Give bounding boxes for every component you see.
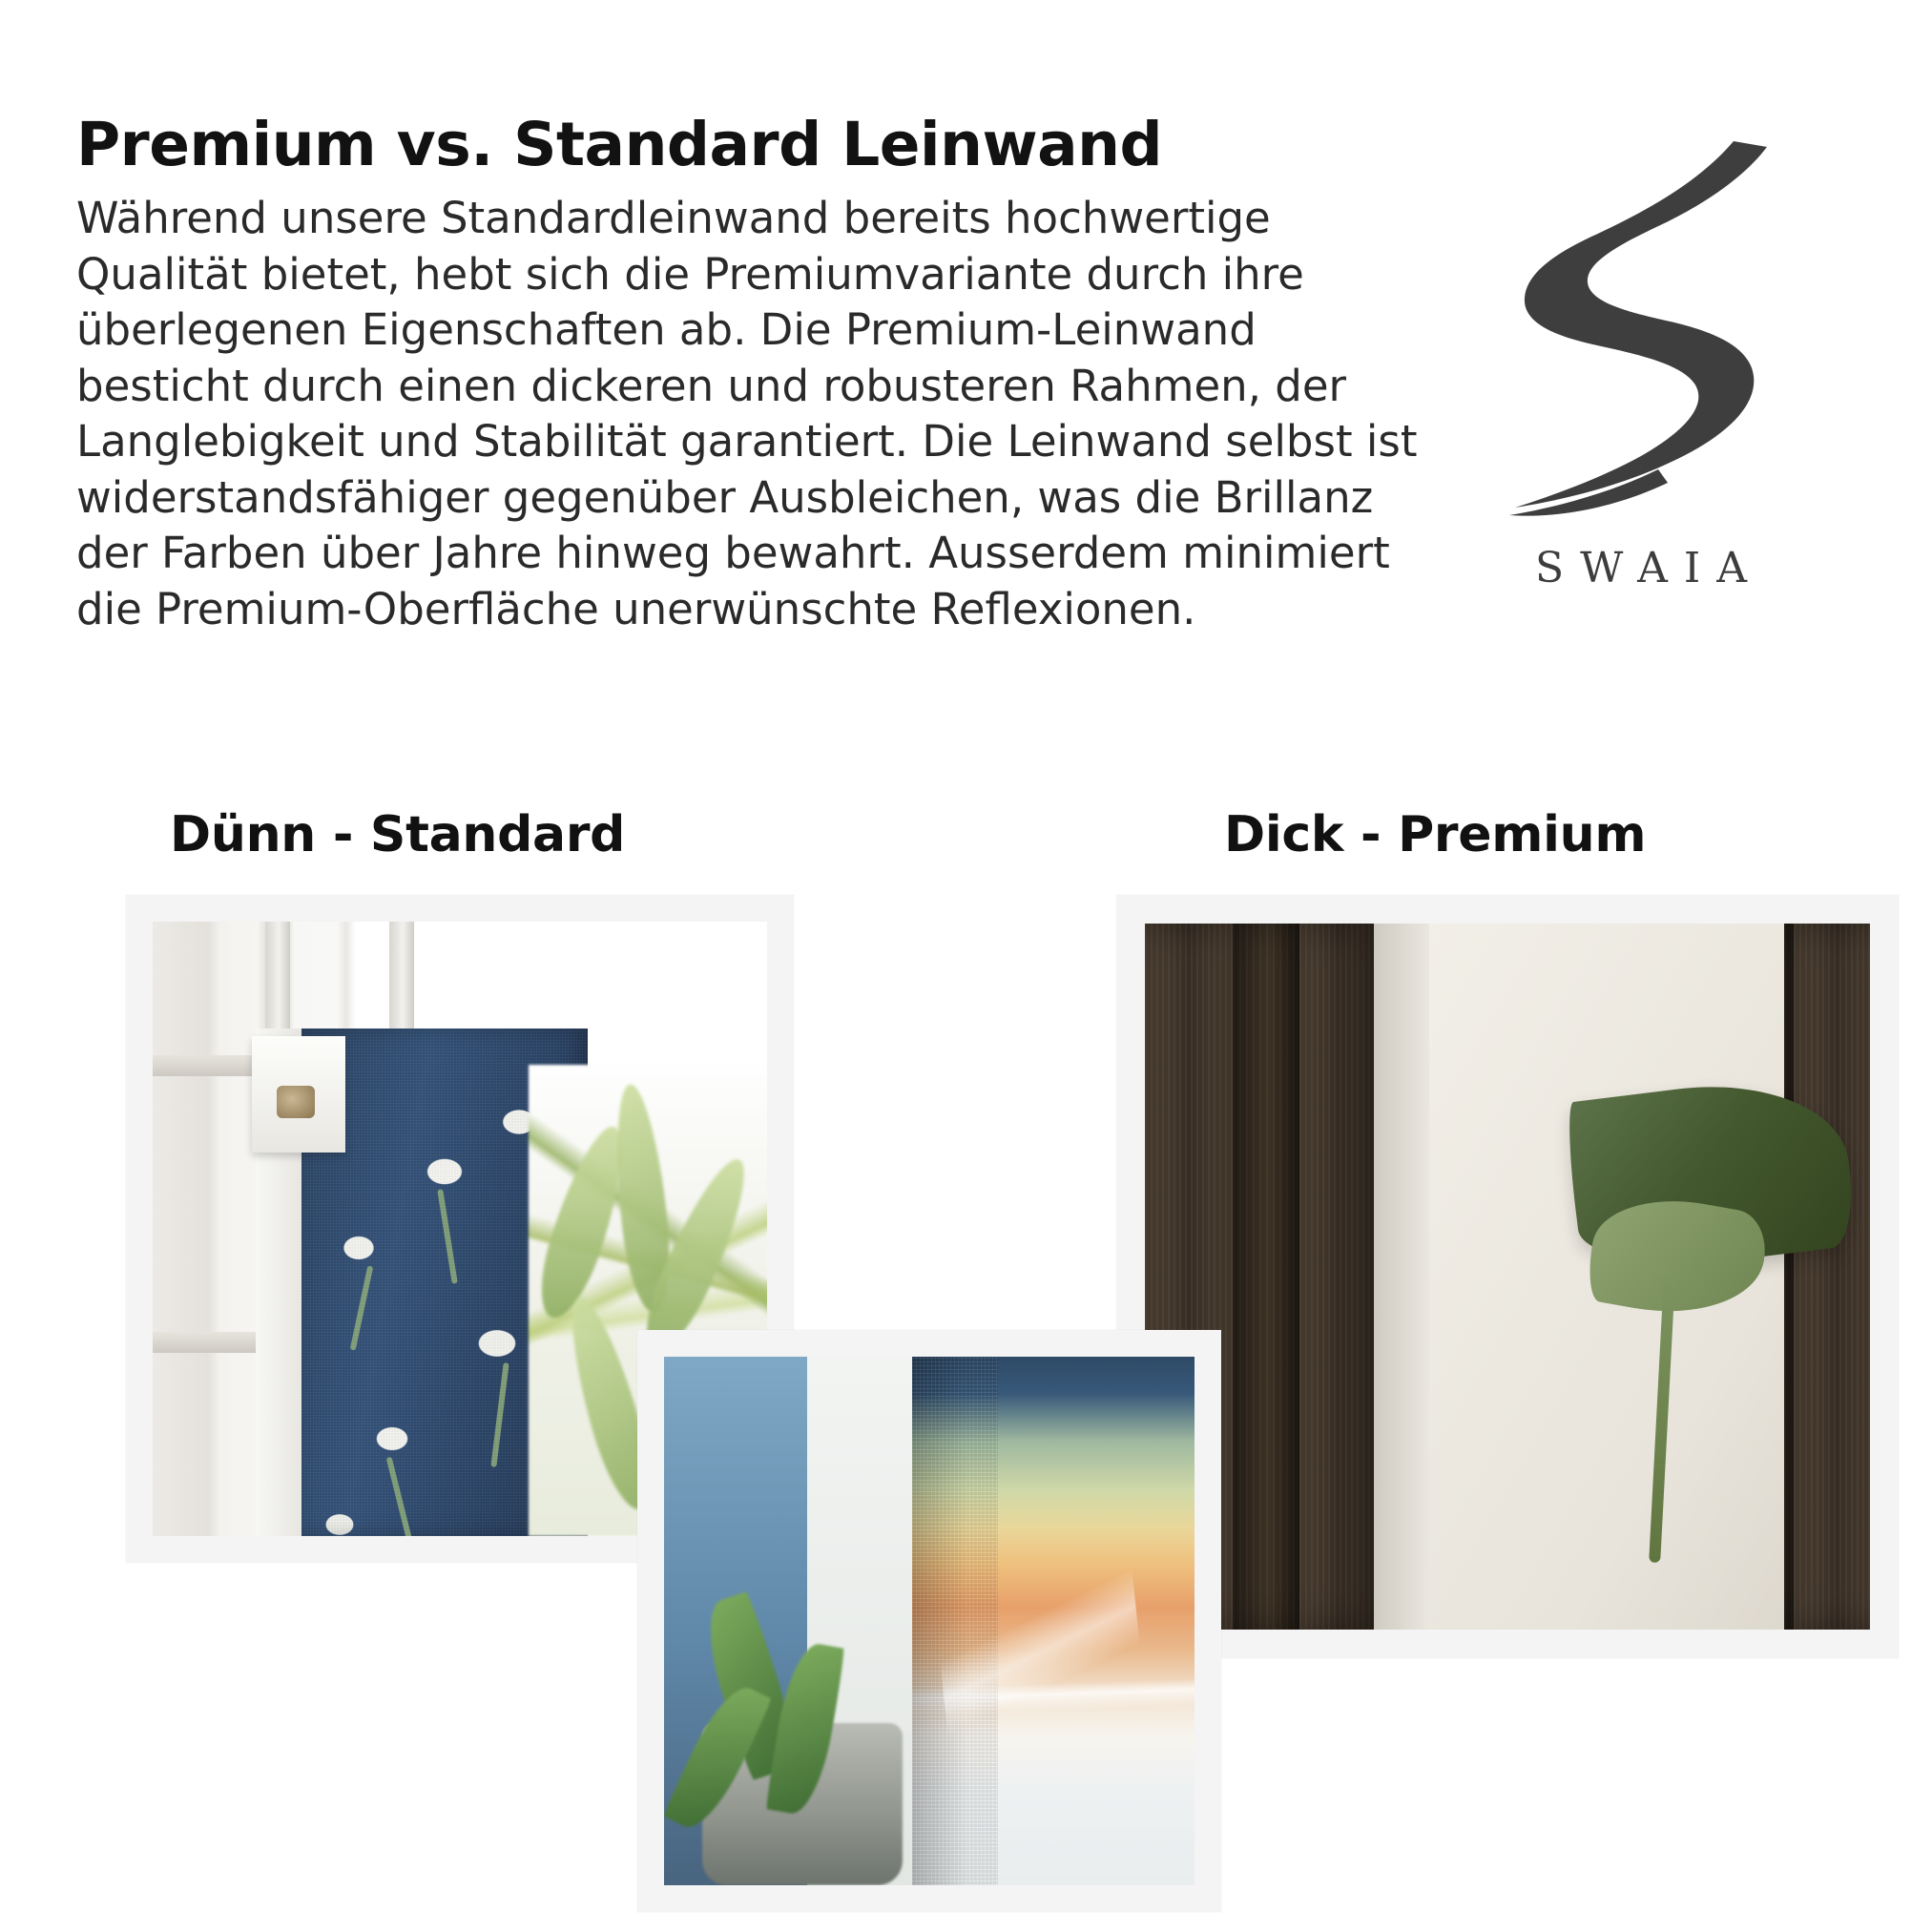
canvas-edge-detail-image <box>664 1357 1195 1885</box>
label-premium: Dick - Premium <box>1224 806 1647 863</box>
page-title: Premium vs. Standard Leinwand <box>76 110 1163 179</box>
description-paragraph: Während unsere Standardleinwand bereits hochwertige Qualität bietet, hebt sich die Premiumvariante durch ihre überlegenen Eigenschaften ab. Die Premium-Leinwand besticht durch einen dickeren und robusteren Rahmen, der Langlebigkeit und Stabilität garantiert. Die Leinwand selbst ist widerstandsfähiger gegenüber Ausbleichen, was die Brillanz der Farben über Jahre hinweg bewahrt. Ausserdem minimiert die Premium-Oberfläche unerwünschte Reflexionen. <box>76 193 1418 634</box>
canvas-clip <box>252 1036 345 1153</box>
canvas-thick-edge <box>1374 924 1429 1630</box>
wood-plank <box>1299 924 1380 1630</box>
leaf-stem <box>1649 1277 1675 1563</box>
brand-logo <box>1484 134 1798 639</box>
premium-canvas-photo <box>1145 924 1870 1630</box>
premium-canvas-photo-card <box>1116 895 1899 1658</box>
canvas-front-face <box>1429 924 1784 1630</box>
wood-plank <box>1794 924 1870 1630</box>
label-standard: Dünn - Standard <box>170 806 626 863</box>
flower-stem <box>350 1265 374 1350</box>
brand-name: SWAIA <box>1534 544 1764 592</box>
flower-stem <box>386 1457 414 1536</box>
flower-stem <box>490 1362 509 1467</box>
canvas-edge-detail-photo <box>664 1357 1195 1885</box>
premium-canvas-image <box>1145 924 1870 1630</box>
wood-plank <box>1233 924 1299 1630</box>
intro-section <box>0 0 1932 792</box>
flower-stem <box>437 1189 458 1284</box>
canvas-edge-detail-card <box>637 1330 1221 1912</box>
canvas-thick-body <box>1374 924 1784 1630</box>
artwork-highlight <box>921 1452 1162 1872</box>
text-block <box>76 110 1441 637</box>
swaia-s-logo-icon <box>1498 134 1784 534</box>
